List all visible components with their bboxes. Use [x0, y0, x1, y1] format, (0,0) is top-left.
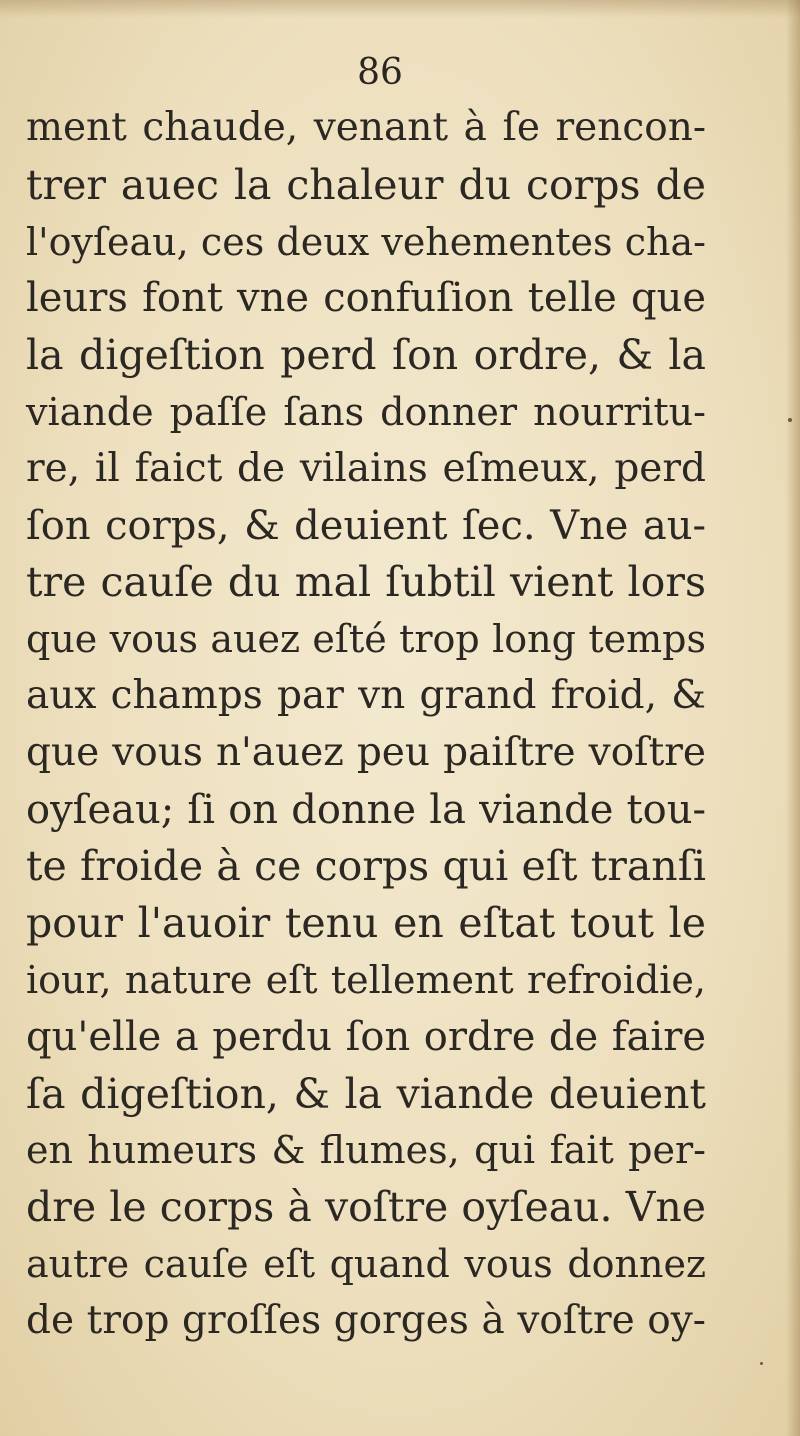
text-line: la digeſtion perd ſon ordre, & la — [26, 331, 706, 380]
text-line: que vous auez eſté trop long temps — [26, 617, 706, 662]
text-line: ſa digeſtion, & la viande deuient — [26, 1069, 706, 1118]
page-right-edge-shadow — [786, 0, 800, 1436]
text-line: ſon corps, & deuient ſec. Vne au- — [26, 502, 706, 549]
text-line: re, il faict de vilains eſmeux, perd — [26, 445, 706, 491]
text-line: qu'elle a perdu ſon ordre de faire — [26, 1013, 706, 1060]
ink-speck — [788, 418, 792, 422]
text-line: aux champs par vn grand froid, & — [26, 672, 706, 718]
page-number: 86 — [357, 52, 403, 93]
text-line: ment chaude, venant à ſe rencon- — [26, 105, 706, 150]
text-line: te froide à ce corps qui eſt tranſi — [26, 842, 706, 891]
text-line: oyſeau; ſi on donne la viande tou- — [26, 786, 706, 833]
text-line: autre cauſe eſt quand vous donnez — [26, 1241, 706, 1286]
text-line: trer auec la chaleur du corps de — [26, 160, 706, 209]
text-line: tre cauſe du mal ſubtil vient lors — [26, 558, 706, 607]
body-text — [26, 100, 706, 1350]
text-line: l'oyſeau, ces deux vehementes cha- — [26, 219, 706, 264]
text-line: de trop groſſes gorges à voſtre oy- — [26, 1297, 706, 1343]
text-line: leurs font vne confuſion telle que — [26, 275, 706, 322]
text-line: pour l'auoir tenu en eſtat tout le — [26, 899, 706, 948]
text-line: en humeurs & flumes, qui fait per- — [26, 1128, 706, 1173]
ink-speck — [760, 1362, 763, 1365]
text-line: que vous n'auez peu paiſtre voſtre — [26, 729, 706, 775]
text-line: viande paſſe ſans donner nourritu- — [26, 389, 706, 434]
text-line: iour, nature eſt tellement refroidie, — [26, 957, 706, 1002]
page-top-shadow — [0, 0, 800, 18]
text-line: dre le corps à voſtre oyſeau. Vne — [26, 1183, 706, 1232]
